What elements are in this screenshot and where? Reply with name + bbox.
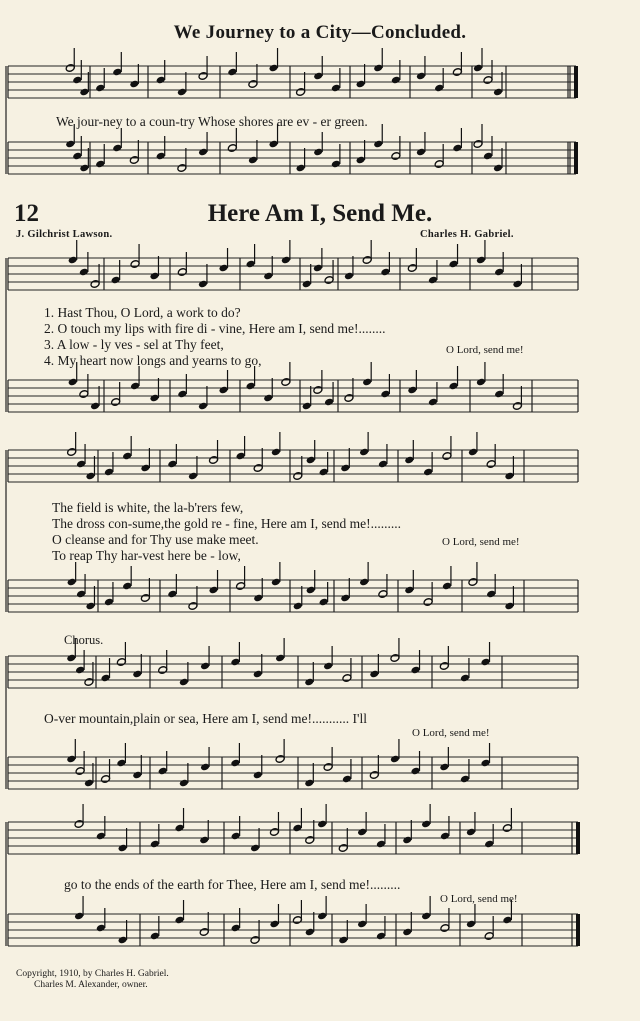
music-by: Charles H. Gabriel. <box>420 229 514 240</box>
top-lyric: We jour-ney to a coun-try Whose shores are ev - er green. <box>56 114 368 129</box>
verse-line: 2. O touch my lips with fire di - vine, Here am I, send me!........ <box>44 321 386 336</box>
page-header: We Journey to a City—Concluded. <box>173 22 467 43</box>
verse-lines-2 <box>52 500 401 564</box>
hymn-title: Here Am I, Send Me. <box>207 200 433 227</box>
verse-line: To reap Thy har-vest here be - low, <box>52 548 241 563</box>
response-2: O Lord, send me! <box>442 536 520 548</box>
verse-lines-1 <box>44 305 386 369</box>
copyright-line: Copyright, 1910, by Charles H. Gabriel. <box>16 969 169 979</box>
verse-line: The field is white, the la-b'rers few, <box>52 500 244 515</box>
response-1: O Lord, send me! <box>446 344 524 356</box>
verse-line: 1. Hast Thou, O Lord, a work to do? <box>44 305 241 320</box>
verse-line: 4. My heart now longs and yearns to go, <box>44 353 262 368</box>
copyright <box>16 969 169 991</box>
chorus-response-2: O Lord, send me! <box>440 893 518 905</box>
verse-line: O cleanse and for Thy use make meet. <box>52 532 259 547</box>
hymn-number: 12 <box>14 200 39 227</box>
chorus-line-2: go to the ends of the earth for Thee, Here am I, send me!......... <box>64 877 401 892</box>
verse-line: The dross con-sume,the gold re - fine, Here am I, send me!......... <box>52 516 402 531</box>
chorus-label: Chorus. <box>64 633 104 647</box>
verse-line: 3. A low - ly ves - sel at Thy feet, <box>44 337 224 352</box>
words-by: J. Gilchrist Lawson. <box>16 229 113 240</box>
chorus-response-1: O Lord, send me! <box>412 727 490 739</box>
copyright-line: Charles M. Alexander, owner. <box>34 980 148 990</box>
chorus-line-1: O-ver mountain,plain or sea, Here am I, send me!........... I'll <box>44 711 367 726</box>
